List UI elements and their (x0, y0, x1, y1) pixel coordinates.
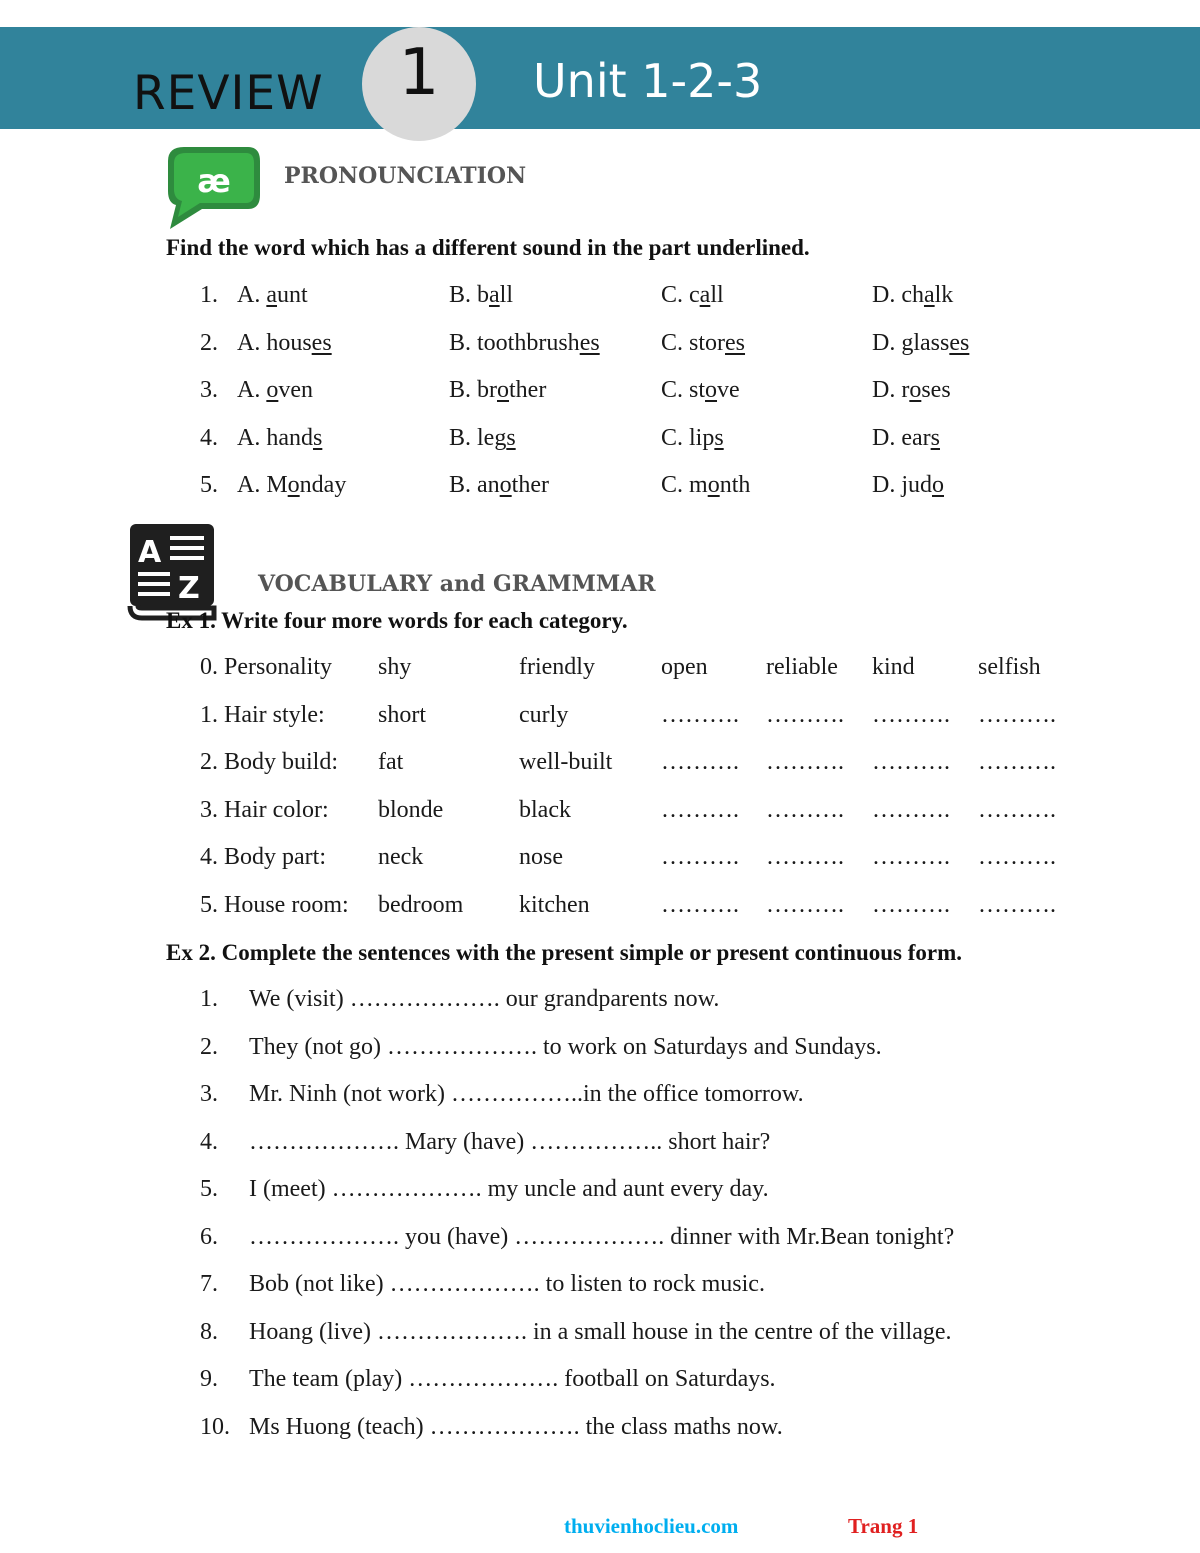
option-text: nth (719, 472, 751, 498)
category-label: 1. Hair style: (200, 701, 325, 728)
question-number: 4. (200, 424, 218, 451)
answer-option[interactable] (237, 330, 332, 357)
option-text: nday (299, 472, 347, 498)
example-word: neck (378, 844, 424, 870)
option-text: B. leg (449, 424, 507, 451)
sentence-text[interactable]: Hoang (live) ………………. in a small house in the centre of the village. (249, 1318, 952, 1345)
review-label: REVIEW (133, 66, 324, 121)
answer-option[interactable] (872, 282, 953, 309)
example-word: reliable (766, 654, 838, 680)
answer-option[interactable] (872, 472, 944, 499)
example-word: fat (378, 749, 404, 775)
ae-symbol: æ (197, 162, 231, 200)
underlined-part: s (312, 424, 323, 451)
answer-blank[interactable]: ………. (661, 844, 739, 870)
answer-blank[interactable]: ………. (661, 701, 739, 728)
option-text: B. toothbrush (449, 329, 580, 356)
underlined-part: es (579, 329, 600, 356)
sentence-text[interactable]: The team (play) ………………. football on Saturdays. (249, 1366, 776, 1392)
option-text: ll (499, 282, 514, 308)
answer-blank[interactable]: ………. (661, 891, 739, 918)
example-word: nose (519, 844, 563, 870)
option-text: C. m (661, 472, 708, 498)
answer-blank[interactable]: ………. (872, 749, 950, 775)
sentence-number: 1. (200, 986, 218, 1012)
answer-blank[interactable]: ………. (872, 844, 950, 870)
sentence-text[interactable]: ………………. Mary (have) …………….. short hair? (249, 1128, 771, 1155)
example-word: blonde (378, 796, 444, 823)
ex1-instruction: Ex 1. Write four more words for each category. (166, 608, 628, 633)
option-text: D. glass (872, 329, 950, 356)
pronunciation-instruction: Find the word which has a different sound in the part underlined. (166, 235, 810, 260)
underlined-part: o (705, 377, 718, 403)
example-word: curly (519, 701, 569, 728)
answer-option[interactable] (237, 425, 322, 452)
underlined-part: a (923, 282, 935, 308)
answer-blank[interactable]: ………. (978, 749, 1056, 775)
sentence-number: 8. (200, 1318, 218, 1345)
option-text: B. br (449, 377, 497, 403)
sentence-text[interactable]: Mr. Ninh (not work) ……………..in the office tomorrow. (249, 1081, 804, 1107)
option-text: ll (710, 282, 724, 308)
option-text: A. hous (237, 329, 312, 356)
underlined-part: es (725, 329, 746, 356)
example-word: bedroom (378, 891, 464, 918)
option-text: ther (511, 472, 549, 498)
question-number: 3. (200, 377, 218, 403)
dictionary-icon (126, 522, 218, 622)
answer-option[interactable] (449, 472, 549, 499)
answer-option[interactable] (872, 377, 951, 404)
underlined-part: o (497, 377, 509, 403)
option-text: lk (934, 282, 954, 308)
svg-text:Z: Z (178, 571, 200, 606)
answer-blank[interactable]: ………. (978, 701, 1056, 728)
sentence-text[interactable]: ………………. you (have) ………………. dinner with Mr.Bean tonight? (249, 1223, 955, 1250)
answer-option[interactable] (237, 377, 313, 404)
answer-option[interactable] (872, 330, 969, 357)
underlined-part: es (949, 329, 970, 356)
sentence-number: 2. (200, 1033, 218, 1060)
option-text: C. stor (661, 329, 726, 356)
example-word: well-built (519, 749, 613, 775)
answer-blank[interactable]: ………. (766, 796, 844, 823)
category-label: 3. Hair color: (200, 796, 329, 823)
option-text: C. c (661, 282, 700, 308)
sentence-number: 5. (200, 1176, 218, 1202)
answer-blank[interactable]: ………. (661, 749, 739, 775)
option-text: B. an (449, 472, 500, 498)
underlined-part: o (499, 472, 512, 498)
answer-option[interactable] (449, 330, 600, 357)
option-text: C. lip (661, 424, 715, 451)
example-word: kitchen (519, 891, 590, 918)
review-number: 1 (398, 36, 440, 110)
answer-blank[interactable]: ………. (978, 844, 1056, 870)
answer-blank[interactable]: ………. (766, 701, 844, 728)
speech-bubble-icon (162, 143, 264, 235)
sentence-number: 3. (200, 1081, 218, 1107)
vocabulary-title: VOCABULARY and GRAMMMAR (258, 571, 656, 597)
answer-blank[interactable]: ………. (872, 796, 950, 823)
option-text: C. st (661, 377, 706, 403)
unit-title: Unit 1-2-3 (533, 54, 763, 108)
underlined-part: o (287, 472, 300, 498)
underlined-part: a (266, 282, 277, 308)
answer-blank[interactable]: ………. (872, 891, 950, 918)
sentence-number: 4. (200, 1128, 218, 1155)
underlined-part: s (714, 424, 724, 451)
answer-option[interactable] (449, 425, 516, 452)
option-text: D. ch (872, 282, 924, 308)
category-label: 2. Body build: (200, 749, 339, 775)
category-label: 5. House room: (200, 891, 349, 918)
answer-option[interactable] (237, 472, 346, 499)
underlined-part: a (489, 282, 500, 308)
footer-page-number: Trang 1 (848, 1514, 919, 1538)
option-text: B. b (449, 282, 490, 308)
option-text: D. r (872, 377, 910, 403)
option-text: A. hand (237, 424, 313, 451)
sentence-text[interactable]: They (not go) ………………. to work on Saturdays and Sundays. (249, 1033, 882, 1060)
underlined-part: s (930, 424, 940, 451)
ex2-instruction: Ex 2. Complete the sentences with the present simple or present continuous form. (166, 940, 963, 965)
answer-blank[interactable]: ………. (766, 749, 844, 775)
sentence-number: 9. (200, 1366, 218, 1392)
sentence-text[interactable]: Bob (not like) ………………. to listen to rock music. (249, 1271, 765, 1297)
answer-option[interactable] (237, 282, 308, 309)
option-text: A. (237, 282, 267, 308)
sentence-text[interactable]: We (visit) ………………. our grandparents now. (249, 986, 720, 1012)
answer-blank[interactable]: ………. (766, 844, 844, 870)
option-text: unt (277, 282, 308, 308)
example-word: black (519, 796, 571, 823)
underlined-part: o (932, 472, 944, 498)
answer-option[interactable] (449, 377, 546, 404)
sentence-number: 10. (200, 1413, 230, 1440)
option-text: ven (278, 377, 313, 403)
example-word: short (378, 701, 426, 728)
underlined-part: o (707, 472, 720, 498)
sentence-text[interactable]: I (meet) ………………. my uncle and aunt every day. (249, 1176, 769, 1202)
underlined-part: o (266, 377, 279, 403)
underlined-part: a (699, 282, 711, 308)
example-word: selfish (978, 654, 1041, 680)
sentence-number: 6. (200, 1223, 218, 1250)
example-word: shy (378, 654, 412, 680)
category-label: 4. Body part: (200, 844, 326, 870)
answer-blank[interactable]: ………. (872, 701, 950, 728)
answer-option[interactable] (661, 330, 745, 357)
option-text: ther (509, 377, 547, 403)
footer-site-link[interactable]: thuvienhoclieu.com (564, 1514, 739, 1538)
question-number: 5. (200, 472, 218, 498)
option-text: A. (237, 377, 267, 403)
sentence-number: 7. (200, 1271, 218, 1297)
answer-blank[interactable]: ………. (661, 796, 739, 823)
question-number: 1. (200, 282, 218, 308)
pronunciation-title: PRONOUNCIATION (284, 163, 527, 189)
answer-blank[interactable]: ………. (766, 891, 844, 918)
answer-blank[interactable]: ………. (978, 891, 1056, 918)
answer-option[interactable] (872, 425, 940, 452)
answer-option[interactable] (661, 282, 724, 309)
option-text: A. M (237, 472, 288, 498)
example-word: kind (872, 654, 915, 680)
category-label: 0. Personality (200, 654, 332, 680)
option-text: D. jud (872, 472, 932, 498)
answer-option[interactable] (661, 472, 750, 499)
svg-text:A: A (138, 535, 162, 570)
answer-option[interactable] (661, 425, 724, 452)
answer-option[interactable] (449, 282, 513, 309)
example-word: friendly (519, 654, 595, 680)
question-number: 2. (200, 329, 218, 356)
answer-blank[interactable]: ………. (978, 796, 1056, 823)
underlined-part: o (909, 377, 922, 403)
option-text: ses (921, 377, 951, 403)
underlined-part: s (506, 424, 516, 451)
sentence-text[interactable]: Ms Huong (teach) ………………. the class maths now. (249, 1413, 783, 1440)
option-text: D. ear (872, 424, 931, 451)
underlined-part: es (311, 329, 332, 356)
answer-option[interactable] (661, 377, 740, 404)
example-word: open (661, 654, 708, 680)
option-text: ve (717, 377, 740, 403)
